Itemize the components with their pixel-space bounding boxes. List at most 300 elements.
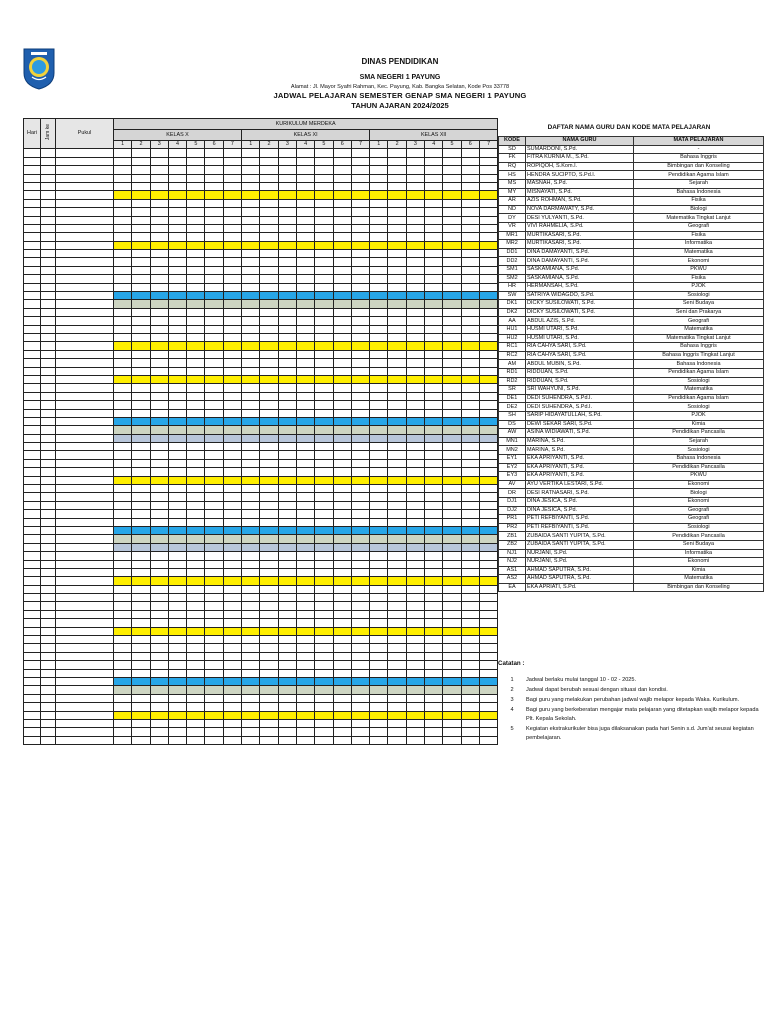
lesson-cell [150, 543, 168, 551]
lesson-cell [242, 619, 260, 627]
lesson-cell [205, 283, 223, 291]
lesson-cell [351, 703, 369, 711]
pukul-cell [56, 686, 114, 694]
notes-list [498, 676, 763, 744]
lesson-cell [406, 174, 424, 182]
lesson-cell [187, 375, 205, 383]
lesson-cell [443, 216, 461, 224]
lesson-cell [205, 241, 223, 249]
guru-code: DD2 [499, 257, 526, 266]
lesson-cell [443, 208, 461, 216]
lesson-cell [370, 728, 388, 736]
lesson-cell [223, 266, 241, 274]
lesson-cell [351, 317, 369, 325]
lesson-cell [425, 736, 443, 744]
lesson-cell [333, 308, 351, 316]
lesson-cell [187, 661, 205, 669]
lesson-cell [114, 384, 132, 392]
jam-header [41, 119, 56, 149]
lesson-cell [205, 191, 223, 199]
lesson-cell [333, 208, 351, 216]
lesson-cell [187, 182, 205, 190]
lesson-cell [296, 678, 314, 686]
guru-row [499, 506, 764, 515]
lesson-cell [425, 644, 443, 652]
lesson-cell [150, 166, 168, 174]
lesson-cell [223, 241, 241, 249]
lesson-cell [406, 518, 424, 526]
lesson-cell [296, 627, 314, 635]
lesson-cell [132, 409, 150, 417]
hari-cell [24, 736, 41, 744]
lesson-cell [333, 182, 351, 190]
lesson-cell [388, 367, 406, 375]
lesson-cell [223, 552, 241, 560]
lesson-cell [425, 686, 443, 694]
lesson-cell [223, 711, 241, 719]
lesson-cell [114, 443, 132, 451]
pukul-cell [56, 308, 114, 316]
lesson-cell [443, 594, 461, 602]
lesson-cell [461, 174, 479, 182]
lesson-cell [168, 678, 186, 686]
lesson-cell [132, 711, 150, 719]
lesson-cell [443, 686, 461, 694]
lesson-cell [296, 610, 314, 618]
lesson-cell [351, 224, 369, 232]
lesson-cell [425, 619, 443, 627]
lesson-cell [187, 426, 205, 434]
lesson-cell [260, 359, 278, 367]
schedule-row [24, 157, 498, 165]
lesson-cell [205, 602, 223, 610]
schedule-row [24, 560, 498, 568]
lesson-cell [351, 300, 369, 308]
lesson-cell [333, 250, 351, 258]
guru-name: ASINA WIDIAWATI, S.Pd. [526, 429, 634, 438]
jam-cell [41, 443, 56, 451]
lesson-cell [370, 325, 388, 333]
lesson-cell [443, 157, 461, 165]
lesson-cell [406, 543, 424, 551]
lesson-cell [296, 417, 314, 425]
lesson-cell [132, 451, 150, 459]
lesson-cell [351, 443, 369, 451]
lesson-cell [260, 736, 278, 744]
guru-code: HU1 [499, 326, 526, 335]
lesson-cell [223, 510, 241, 518]
hari-cell [24, 728, 41, 736]
jam-cell [41, 191, 56, 199]
lesson-cell [406, 250, 424, 258]
lesson-cell [205, 678, 223, 686]
jam-cell [41, 501, 56, 509]
lesson-cell [315, 518, 333, 526]
lesson-cell [370, 283, 388, 291]
lesson-cell [425, 552, 443, 560]
hari-cell [24, 552, 41, 560]
lesson-cell [114, 736, 132, 744]
lesson-cell [260, 661, 278, 669]
lesson-cell [187, 266, 205, 274]
lesson-cell [443, 292, 461, 300]
jam-cell [41, 652, 56, 660]
jam-cell [41, 317, 56, 325]
lesson-cell [132, 560, 150, 568]
lesson-cell [242, 434, 260, 442]
lesson-cell [114, 619, 132, 627]
guru-name: NURJANI, S.Pd. [526, 549, 634, 558]
lesson-cell [370, 250, 388, 258]
lesson-cell [187, 719, 205, 727]
lesson-cell [223, 468, 241, 476]
lesson-cell [388, 476, 406, 484]
lesson-cell [168, 241, 186, 249]
lesson-cell [443, 459, 461, 467]
lesson-cell [370, 258, 388, 266]
lesson-cell [296, 568, 314, 576]
lesson-cell [223, 359, 241, 367]
lesson-cell [370, 266, 388, 274]
lesson-cell [370, 501, 388, 509]
lesson-cell [242, 636, 260, 644]
guru-code: VR [499, 222, 526, 231]
lesson-cell [150, 350, 168, 358]
schedule-row [24, 594, 498, 602]
lesson-cell [187, 317, 205, 325]
guru-name: EKA APRIYANTI, S.Pd. [526, 463, 634, 472]
lesson-cell [333, 736, 351, 744]
lesson-cell [388, 300, 406, 308]
lesson-cell [260, 610, 278, 618]
hari-cell [24, 359, 41, 367]
lesson-cell [150, 199, 168, 207]
lesson-cell [260, 174, 278, 182]
pukul-cell [56, 174, 114, 182]
lesson-cell [406, 359, 424, 367]
jam-cell [41, 644, 56, 652]
lesson-cell [132, 266, 150, 274]
lesson-cell [168, 552, 186, 560]
lesson-cell [406, 636, 424, 644]
lesson-cell [388, 434, 406, 442]
lesson-cell [168, 711, 186, 719]
lesson-cell [296, 258, 314, 266]
lesson-cell [278, 694, 296, 702]
guru-subject: Kimia [634, 566, 764, 575]
lesson-cell [479, 208, 497, 216]
lesson-cell [315, 493, 333, 501]
guru-row [499, 558, 764, 567]
lesson-cell [223, 308, 241, 316]
lesson-cell [205, 258, 223, 266]
guru-code: HS [499, 171, 526, 180]
lesson-cell [242, 560, 260, 568]
lesson-cell [223, 350, 241, 358]
lesson-cell [278, 526, 296, 534]
lesson-cell [296, 493, 314, 501]
lesson-cell [132, 375, 150, 383]
lesson-cell [205, 292, 223, 300]
lesson-cell [242, 191, 260, 199]
lesson-cell [296, 669, 314, 677]
lesson-cell [242, 166, 260, 174]
hari-cell [24, 241, 41, 249]
lesson-cell [479, 367, 497, 375]
lesson-cell [242, 719, 260, 727]
period-header: 2 [388, 141, 406, 149]
lesson-cell [242, 703, 260, 711]
note-text: Jadwal berlaku mulai tanggal 10 - 02 - 2025. [526, 677, 637, 683]
lesson-cell [260, 526, 278, 534]
lesson-cell [479, 224, 497, 232]
lesson-cell [114, 602, 132, 610]
class-header-1: KELAS X [114, 130, 242, 141]
lesson-cell [315, 300, 333, 308]
lesson-cell [406, 350, 424, 358]
guru-code: EY2 [499, 463, 526, 472]
lesson-cell [406, 375, 424, 383]
guru-name: PETI REFBIYANTI, S.Pd. [526, 515, 634, 524]
pukul-cell [56, 266, 114, 274]
lesson-cell [406, 468, 424, 476]
lesson-cell [150, 636, 168, 644]
guru-subject: Bahasa Inggris Tingkat Lanjut [634, 351, 764, 360]
lesson-cell [278, 736, 296, 744]
lesson-cell [351, 191, 369, 199]
lesson-cell [479, 216, 497, 224]
pukul-cell [56, 317, 114, 325]
guru-name: ROPIQOH, S.Kom.I. [526, 162, 634, 171]
note-item [498, 696, 763, 705]
lesson-cell [406, 384, 424, 392]
lesson-cell [242, 568, 260, 576]
lesson-cell [296, 166, 314, 174]
lesson-cell [370, 241, 388, 249]
guru-subject: Matematika [634, 248, 764, 257]
lesson-cell [296, 199, 314, 207]
lesson-cell [278, 434, 296, 442]
lesson-cell [315, 384, 333, 392]
jam-header-label: Jam ke [44, 124, 51, 141]
lesson-cell [443, 535, 461, 543]
lesson-cell [370, 182, 388, 190]
lesson-cell [114, 678, 132, 686]
jam-cell [41, 627, 56, 635]
lesson-cell [425, 157, 443, 165]
lesson-cell [315, 224, 333, 232]
header-school: SMA NEGERI 1 PAYUNG [359, 74, 441, 81]
lesson-cell [406, 451, 424, 459]
lesson-cell [370, 661, 388, 669]
hari-cell [24, 518, 41, 526]
lesson-cell [132, 459, 150, 467]
lesson-cell [461, 250, 479, 258]
lesson-cell [132, 308, 150, 316]
period-header: 2 [132, 141, 150, 149]
jam-cell [41, 182, 56, 190]
schedule-row [24, 308, 498, 316]
lesson-cell [168, 375, 186, 383]
schedule-row [24, 686, 498, 694]
lesson-cell [260, 443, 278, 451]
guru-row [499, 240, 764, 249]
lesson-cell [114, 728, 132, 736]
lesson-cell [242, 644, 260, 652]
pukul-cell [56, 409, 114, 417]
lesson-cell [388, 417, 406, 425]
lesson-cell [370, 619, 388, 627]
lesson-cell [425, 350, 443, 358]
lesson-cell [406, 300, 424, 308]
lesson-cell [479, 568, 497, 576]
lesson-cell [242, 258, 260, 266]
lesson-cell [296, 594, 314, 602]
lesson-cell [296, 501, 314, 509]
lesson-cell [168, 560, 186, 568]
schedule-row [24, 233, 498, 241]
guru-code: MS [499, 179, 526, 188]
lesson-cell [333, 166, 351, 174]
lesson-cell [351, 678, 369, 686]
lesson-cell [278, 610, 296, 618]
lesson-cell [461, 703, 479, 711]
lesson-cell [223, 157, 241, 165]
lesson-cell [406, 401, 424, 409]
hari-cell [24, 636, 41, 644]
lesson-cell [114, 694, 132, 702]
guru-subject: Pendidikan Pancasila [634, 429, 764, 438]
pukul-cell [56, 401, 114, 409]
lesson-cell [406, 577, 424, 585]
pukul-cell [56, 224, 114, 232]
guru-code: DE2 [499, 403, 526, 412]
lesson-cell [333, 266, 351, 274]
lesson-cell [132, 619, 150, 627]
lesson-cell [370, 317, 388, 325]
lesson-cell [425, 602, 443, 610]
jam-cell [41, 577, 56, 585]
lesson-cell [461, 233, 479, 241]
lesson-cell [370, 560, 388, 568]
lesson-cell [388, 560, 406, 568]
lesson-cell [315, 434, 333, 442]
schedule-row [24, 602, 498, 610]
schedule-row [24, 694, 498, 702]
lesson-cell [260, 199, 278, 207]
lesson-cell [150, 585, 168, 593]
lesson-cell [187, 451, 205, 459]
schedule-row [24, 585, 498, 593]
lesson-cell [370, 686, 388, 694]
lesson-cell [406, 216, 424, 224]
lesson-cell [425, 308, 443, 316]
guru-subject: Geografi [634, 515, 764, 524]
lesson-cell [461, 711, 479, 719]
lesson-cell [333, 619, 351, 627]
lesson-cell [114, 392, 132, 400]
lesson-cell [333, 703, 351, 711]
lesson-cell [223, 292, 241, 300]
pukul-cell [56, 292, 114, 300]
lesson-cell [114, 367, 132, 375]
lesson-cell [388, 602, 406, 610]
lesson-cell [278, 636, 296, 644]
lesson-cell [388, 493, 406, 501]
lesson-cell [168, 627, 186, 635]
lesson-cell [425, 367, 443, 375]
lesson-cell [296, 602, 314, 610]
lesson-cell [351, 644, 369, 652]
guru-code: FK [499, 154, 526, 163]
lesson-cell [187, 459, 205, 467]
lesson-cell [187, 694, 205, 702]
pukul-cell [56, 560, 114, 568]
guru-row [499, 377, 764, 386]
lesson-cell [479, 711, 497, 719]
guru-row [499, 412, 764, 421]
note-item [498, 725, 763, 743]
lesson-cell [443, 501, 461, 509]
hari-cell [24, 678, 41, 686]
guru-row [499, 446, 764, 455]
lesson-cell [315, 266, 333, 274]
lesson-cell [406, 426, 424, 434]
lesson-cell [296, 711, 314, 719]
lesson-cell [150, 535, 168, 543]
lesson-cell [370, 224, 388, 232]
lesson-cell [370, 409, 388, 417]
schedule-row [24, 661, 498, 669]
lesson-cell [315, 661, 333, 669]
lesson-cell [114, 333, 132, 341]
lesson-cell [132, 224, 150, 232]
lesson-cell [479, 585, 497, 593]
schedule-row [24, 401, 498, 409]
lesson-cell [150, 459, 168, 467]
lesson-cell [223, 434, 241, 442]
schedule-row [24, 678, 498, 686]
lesson-cell [187, 359, 205, 367]
lesson-cell [333, 636, 351, 644]
guru-name: ZUBAIDA SANTI YUPITA, S.Pd. [526, 540, 634, 549]
lesson-cell [406, 711, 424, 719]
guru-row [499, 205, 764, 214]
pukul-cell [56, 241, 114, 249]
lesson-cell [132, 434, 150, 442]
guru-row [499, 248, 764, 257]
lesson-cell [242, 443, 260, 451]
lesson-cell [406, 736, 424, 744]
pukul-cell [56, 199, 114, 207]
lesson-cell [425, 510, 443, 518]
lesson-cell [370, 552, 388, 560]
jam-cell [41, 459, 56, 467]
lesson-cell [242, 652, 260, 660]
lesson-cell [278, 157, 296, 165]
lesson-cell [479, 401, 497, 409]
lesson-cell [205, 384, 223, 392]
lesson-cell [333, 191, 351, 199]
lesson-cell [132, 552, 150, 560]
lesson-cell [351, 417, 369, 425]
lesson-cell [443, 627, 461, 635]
lesson-cell [443, 602, 461, 610]
lesson-cell [132, 443, 150, 451]
lesson-cell [205, 627, 223, 635]
lesson-cell [150, 149, 168, 157]
lesson-cell [242, 585, 260, 593]
